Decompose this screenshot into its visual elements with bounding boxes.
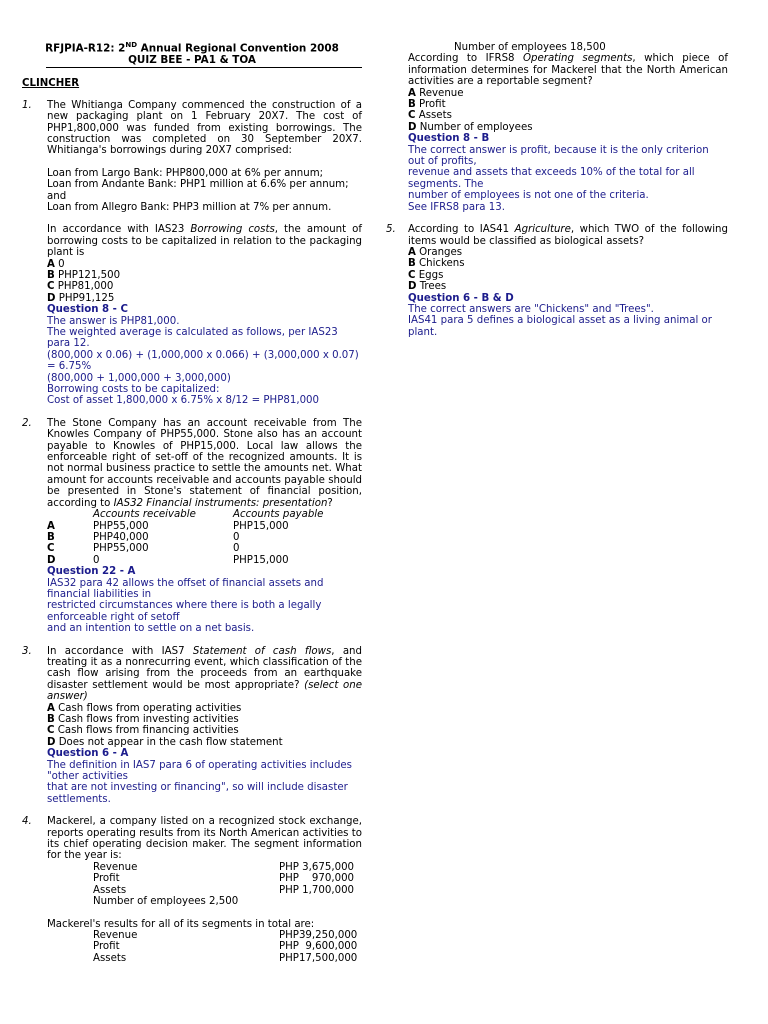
header-divider xyxy=(46,67,362,68)
answer-heading: Question 8 - C xyxy=(47,304,128,316)
cell-payable: PHP15,000 xyxy=(233,520,289,532)
col-header-receivable: Accounts receivable xyxy=(93,509,196,521)
answer-heading: Question 8 - B xyxy=(408,133,490,145)
cell-receivable: PHP40,000 xyxy=(93,531,149,543)
answer-table xyxy=(47,509,362,566)
answer-line: See IFRS8 para 13. xyxy=(408,201,505,213)
right-column xyxy=(386,42,728,349)
option-b: B Chickens xyxy=(408,258,465,270)
left-column xyxy=(22,40,362,975)
question-number: 2. xyxy=(22,417,32,429)
seg-label: Revenue xyxy=(93,929,138,941)
answer-heading: Question 6 - B & D xyxy=(408,292,514,304)
seg-label: Profit xyxy=(93,873,120,885)
seg-label: Assets xyxy=(93,952,127,964)
answer-line: (800,000 + 1,000,000 + 3,000,000) xyxy=(47,372,231,384)
cell-receivable: 0 xyxy=(93,554,100,566)
answer-line: The weighted average is calculated as follows, per IAS23 para 12. xyxy=(47,327,338,350)
question-prompt: In accordance with IAS23 Borrowing costs, the amount of borrowing costs to be capitalized in relation to the packaging plant is xyxy=(47,224,362,259)
question-prompt: According to IFRS8 Operating segments, which piece of information determines for Mackerel that the North American activities are a reportable segment? xyxy=(408,53,728,88)
answer-line: and an intention to settle on a net basis. xyxy=(47,623,255,635)
option-a: A Cash flows from operating activities xyxy=(47,702,242,714)
answer-heading: Question 6 - A xyxy=(47,748,129,760)
row-key: B xyxy=(47,531,55,543)
loan-line: Loan from Allegro Bank: PHP3 million at 7% per annum. xyxy=(47,201,332,213)
total-intro: Mackerel's results for all of its segments in total are: xyxy=(47,918,315,930)
answer-line: The answer is PHP81,000. xyxy=(47,315,180,327)
answer-line: revenue and assets that exceeds 10% of the total for all segments. The xyxy=(408,167,695,190)
option-d: D Trees xyxy=(408,281,447,293)
section-heading: CLINCHER xyxy=(22,78,80,90)
cell-payable: 0 xyxy=(233,543,240,555)
answer-line: Cost of asset 1,800,000 x 6.75% x 8/12 = PHP81,000 xyxy=(47,395,320,407)
seg-value: PHP 970,000 xyxy=(279,873,355,885)
answer-line: The correct answers are "Chickens" and "Trees". xyxy=(408,303,654,315)
seg-value: PHP 1,700,000 xyxy=(279,884,355,896)
option-c: C PHP81,000 xyxy=(47,281,114,293)
option-d: D Does not appear in the cash flow statement xyxy=(47,736,283,748)
question-stem: According to IAS41 Agriculture, which TWO of the following items would be classified as biological assets? xyxy=(408,224,728,247)
cell-payable: PHP15,000 xyxy=(233,554,289,566)
option-b: B PHP121,500 xyxy=(47,269,121,281)
employees-total: Number of employees 18,500 xyxy=(454,42,606,53)
answer-line: IAS41 para 5 defines a biological asset as a living animal or plant. xyxy=(408,315,712,338)
row-key: A xyxy=(47,520,55,532)
answer-line: number of employees is not one of the criteria. xyxy=(408,190,649,202)
option-a: A Revenue xyxy=(408,87,464,99)
answer-line: (800,000 x 0.06) + (1,000,000 x 0.066) + (3,000,000 x 0.07) = 6.75% xyxy=(47,349,359,373)
seg-label: Profit xyxy=(93,941,120,953)
option-c: C Eggs xyxy=(408,269,444,281)
seg-value: PHP 3,675,000 xyxy=(279,861,355,873)
seg-label: Assets xyxy=(93,884,127,896)
question-stem: The Stone Company has an account receivable from The Knowles Company of PHP55,000. Stone also has an account payable to Knowles of PHP15,000. Local law allows the enforceable right of set-off of the recognized amounts. It is not normal business practice to settle the amounts net. What amount for accounts receivable and accounts payable should be presented in Stone's statement of financial position, according to IAS32 Financial instruments: presentation? xyxy=(47,417,362,509)
question-number: 1. xyxy=(22,99,32,111)
page-title: RFJPIA-R12: 2ND Annual Regional Convention 2008 xyxy=(45,41,339,55)
answer-line: The correct answer is profit, because it is the only criterion out of profits, xyxy=(408,144,709,168)
option-d: D Number of employees xyxy=(408,121,533,133)
question-4 xyxy=(22,816,362,964)
question-stem: In accordance with IAS7 Statement of cash flows, and treating it as a nonrecurring event, which classification of the cash flow arising from the proceeds from an earthquake disaster settlement would be most appropriate? (select one answer) xyxy=(47,645,362,703)
question-5 xyxy=(386,224,728,338)
option-b: B Cash flows from investing activities xyxy=(47,714,239,725)
option-a: A 0 xyxy=(47,258,65,270)
option-c: C Assets xyxy=(408,110,452,122)
seg-value: PHP39,250,000 xyxy=(279,929,358,941)
question-1 xyxy=(22,100,362,407)
seg-value: PHP17,500,000 xyxy=(279,952,358,964)
cell-receivable: PHP55,000 xyxy=(93,520,149,532)
option-d: D PHP91,125 xyxy=(47,292,115,304)
segment-table-total xyxy=(93,930,362,964)
answer-line: Borrowing costs to be capitalized: xyxy=(47,384,220,396)
answer-line: restricted circumstances where there is both a legally enforceable right of setoff xyxy=(47,600,322,623)
cell-receivable: PHP55,000 xyxy=(93,543,149,555)
answer-heading: Question 22 - A xyxy=(47,566,136,578)
question-number: 3. xyxy=(22,645,32,657)
employees-na: Number of employees 2,500 xyxy=(93,896,239,908)
row-key: C xyxy=(47,543,55,555)
row-key: D xyxy=(47,554,56,566)
col-header-payable: Accounts payable xyxy=(233,509,324,521)
question-number: 4. xyxy=(22,816,32,828)
answer-line: that are not investing or financing", so will include disaster settlements. xyxy=(47,782,348,805)
question-2 xyxy=(22,418,362,635)
question-3 xyxy=(22,646,362,806)
loan-line: Loan from Andante Bank: PHP1 million at 6.6% per annum; and xyxy=(47,179,349,202)
segment-table-na xyxy=(93,862,362,896)
question-stem: Mackerel, a company listed on a recognized stock exchange, reports operating results from its North American activities to its chief operating decision maker. The segment information for the year is: xyxy=(47,816,362,862)
answer-line: IAS32 para 42 allows the offset of financial assets and financial liabilities in xyxy=(47,577,324,600)
page-subtitle: QUIZ BEE - PA1 & TOA xyxy=(128,53,256,66)
cell-payable: 0 xyxy=(233,531,240,543)
seg-value: PHP 9,600,000 xyxy=(279,941,358,953)
answer-line: The definition in IAS7 para 6 of operating activities includes "other activities xyxy=(47,759,352,783)
loan-line: Loan from Largo Bank: PHP800,000 at 6% per annum; xyxy=(47,167,324,179)
option-c: C Cash flows from financing activities xyxy=(47,725,239,737)
seg-label: Revenue xyxy=(93,861,138,873)
option-b: B Profit xyxy=(408,99,446,111)
option-a: A Oranges xyxy=(408,246,463,258)
question-number: 5. xyxy=(386,224,396,236)
question-stem: The Whitianga Company commenced the construction of a new packaging plant on 1 February 20X7. The cost of PHP1,800,000 was funded from existing borrowings. The construction was completed on 30 September 20X7. Whitianga's borrowings during 20X7 comprised: xyxy=(47,99,362,157)
